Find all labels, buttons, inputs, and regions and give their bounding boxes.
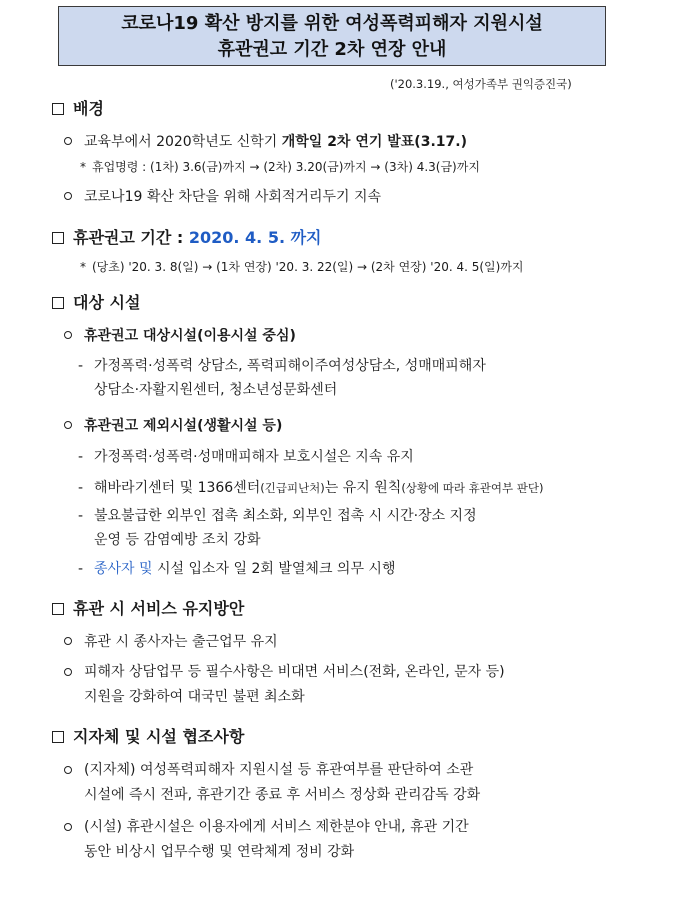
dash-targets-2-3: - 불요불급한 외부인 접촉 최소화, 외부인 접촉 시 시간·장소 지정 운영 등 감염예방 조치 강화 bbox=[78, 508, 477, 548]
square-bullet-icon bbox=[52, 103, 64, 115]
bullet-targets-2: 휴관권고 제외시설(생활시설 등) bbox=[64, 415, 282, 435]
circle-bullet-icon bbox=[64, 823, 72, 831]
circle-bullet-icon bbox=[64, 766, 72, 774]
bullet-service-1: 휴관 시 종사자는 출근업무 유지 bbox=[64, 631, 278, 651]
bullet-background-2: 코로나19 확산 차단을 위해 사회적거리두기 지속 bbox=[64, 186, 381, 206]
section-heading-background: 배경 bbox=[52, 96, 104, 119]
title-line-1: 코로나19 확산 방지를 위한 여성폭력피해자 지원시설 bbox=[121, 13, 543, 34]
source-note: ('20.3.19., 여성가족부 권익증진국) bbox=[390, 77, 572, 91]
note-period-history: * (당초) '20. 3. 8(일) → (1차 연장) '20. 3. 22(일) → (2차 연장) '20. 4. 5(일)까지 bbox=[80, 260, 524, 274]
bullet-cooperation-2: (시설) 휴관시설은 이용자에게 서비스 제한분야 안내, 휴관 기간 동안 비상시 업무수행 및 연락체계 정비 강화 bbox=[64, 815, 654, 865]
bullet-service-2: 피해자 상담업무 등 필수사항은 비대면 서비스(전화, 온라인, 문자 등) 지원을 강화하여 대국민 불편 최소화 bbox=[64, 660, 654, 710]
square-bullet-icon bbox=[52, 297, 64, 309]
circle-bullet-icon bbox=[64, 192, 72, 200]
bullet-cooperation-1: (지자체) 여성폭력피해자 지원시설 등 휴관여부를 판단하여 소관 시설에 즉시 전파, 휴관기간 종료 후 서비스 정상화 관리감독 강화 bbox=[64, 758, 654, 808]
section-heading-period: 휴관권고 기간 : 2020. 4. 5. 까지 bbox=[52, 225, 322, 248]
square-bullet-icon bbox=[52, 731, 64, 743]
dash-targets-2-2: - 해바라기센터 및 1366센터(긴급피난처)는 유지 원칙(상황에 따라 휴관여부 판단) bbox=[78, 480, 544, 496]
dash-targets-2-1: - 가정폭력·성폭력·성매매피해자 보호시설은 지속 유지 bbox=[78, 449, 414, 465]
bullet-targets-1: 휴관권고 대상시설(이용시설 중심) bbox=[64, 325, 296, 345]
dash-targets-1-1: - 가정폭력·성폭력 상담소, 폭력피해이주여성상담소, 성매매피해자 상담소·자활지원센터, 청소년성문화센터 bbox=[78, 358, 486, 398]
asterisk-icon: * bbox=[80, 160, 86, 174]
square-bullet-icon bbox=[52, 232, 64, 244]
circle-bullet-icon bbox=[64, 421, 72, 429]
asterisk-icon: * bbox=[80, 260, 86, 274]
section-heading-cooperation: 지자체 및 시설 협조사항 bbox=[52, 724, 244, 747]
document-title-box bbox=[58, 6, 606, 66]
dash-targets-2-4: - 종사자 및 시설 입소자 일 2회 발열체크 의무 시행 bbox=[78, 561, 396, 577]
note-background-schedule: * 휴업명령 : (1차) 3.6(금)까지 → (2차) 3.20(금)까지 → (3차) 4.3(금)까지 bbox=[80, 160, 480, 174]
section-heading-service: 휴관 시 서비스 유지방안 bbox=[52, 596, 244, 619]
circle-bullet-icon bbox=[64, 331, 72, 339]
circle-bullet-icon bbox=[64, 137, 72, 145]
section-heading-targets: 대상 시설 bbox=[52, 290, 140, 313]
circle-bullet-icon bbox=[64, 637, 72, 645]
square-bullet-icon bbox=[52, 603, 64, 615]
circle-bullet-icon bbox=[64, 668, 72, 676]
bullet-background-1: 교육부에서 2020학년도 신학기 개학일 2차 연기 발표(3.17.) bbox=[64, 131, 467, 151]
title-line-2: 휴관권고 기간 2차 연장 안내 bbox=[217, 39, 447, 60]
